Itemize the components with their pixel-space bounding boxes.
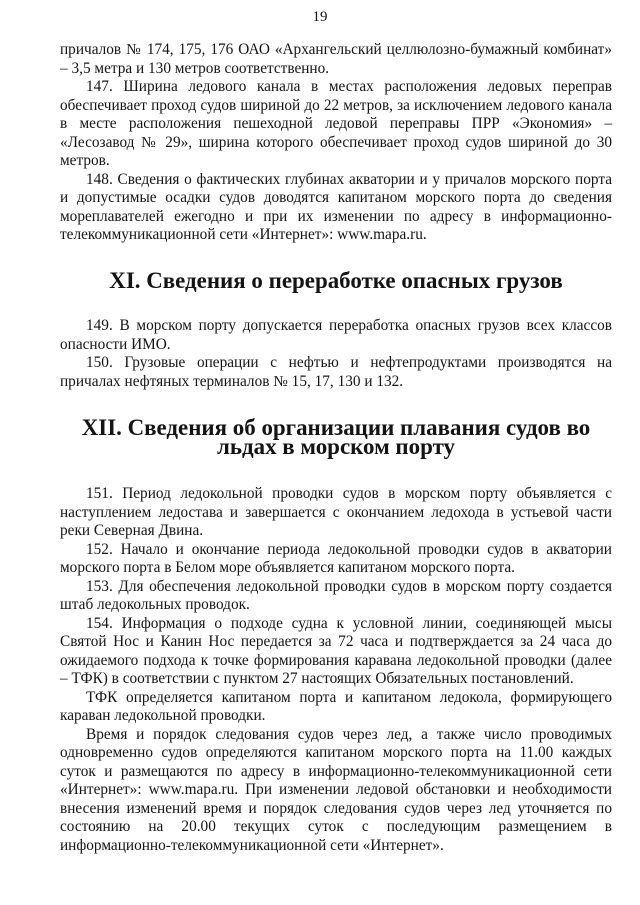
section-heading-xii: XII. Сведения об организации плавания судов во льдах в морском порту xyxy=(81,415,591,459)
paragraph-146-continuation: причалов № 174, 175, 176 ОАО «Архангельский целлюлозно-бумажный комбинат» – 3,5 метра и 130 метров соответственно. xyxy=(60,41,612,77)
paragraph-147: 147. Ширина ледового канала в местах расположения ледовых переправ обеспечивает проход судов шириной до 22 метров, за исключением ледового канала в месте расположения пешеходной ледовой переправы ПРР «Экономия» – «Лесозавод № 29», ширина которого обеспечивает проход судов шириной до 30 метров. xyxy=(60,78,612,169)
paragraph-149: 149. В морском порту допускается переработка опасных грузов всех классов опасности ИМО. xyxy=(60,317,612,353)
paragraph-148: 148. Сведения о фактических глубинах акватории и у причалов морского порта и допустимые осадки судов доводятся капитаном морского порта до сведения мореплавателей ежегодно и при их изменении по адресу в информационно-телекоммуникационной сети «Интернет»: www.mapa.ru. xyxy=(60,170,612,243)
paragraph-150: 150. Грузовые операции с нефтью и нефтепродуктами производятся на причалах нефтяных терминалов № 15, 17, 130 и 132. xyxy=(60,354,612,390)
document-body xyxy=(60,41,612,855)
paragraph-tfk: ТФК определяется капитаном порта и капитаном ледокола, формирующего караван ледокольной проводки. xyxy=(60,688,612,724)
paragraph-151: 151. Период ледокольной проводки судов в морском порту объявляется с наступлением ледостава и завершается с окончанием ледохода в устьевой части реки Северная Двина. xyxy=(60,485,612,539)
paragraph-153: 153. Для обеспечения ледокольной проводки судов в морском порту создается штаб ледокольных проводок. xyxy=(60,577,612,613)
section-heading-xi: XI. Сведения о переработке опасных грузов xyxy=(109,267,563,293)
paragraph-154: 154. Информация о подходе судна к условной линии, соединяющей мысы Святой Нос и Канин Нос передается за 72 часа и подтверждается за 24 часа до ожидаемого подхода к точке формирования каравана ледокольной проводки (далее – ТФК) в соответствии с пунктом 27 настоящих Обязательных постановлений. xyxy=(60,614,612,687)
page-number: 19 xyxy=(312,9,328,25)
paragraph-152: 152. Начало и окончание периода ледокольной проводки судов в акватории морского порта в Белом море объявляется капитаном морского порта. xyxy=(60,540,612,576)
paragraph-schedule: Время и порядок следования судов через лед, а также число проводимых одновременно судов определяются капитаном морского порта на 11.00 каждых суток и размещаются по адресу в информационно-телекоммуникационной сети «Интернет»: www.mapa.ru. При изменении ледовой обстановки и необходимости внесения изменений время и порядок следования судов через лед уточняется по состоянию на 20.00 текущих суток с последующим размещением в информационно-телекоммуникационной сети «Интернет». xyxy=(60,725,612,854)
